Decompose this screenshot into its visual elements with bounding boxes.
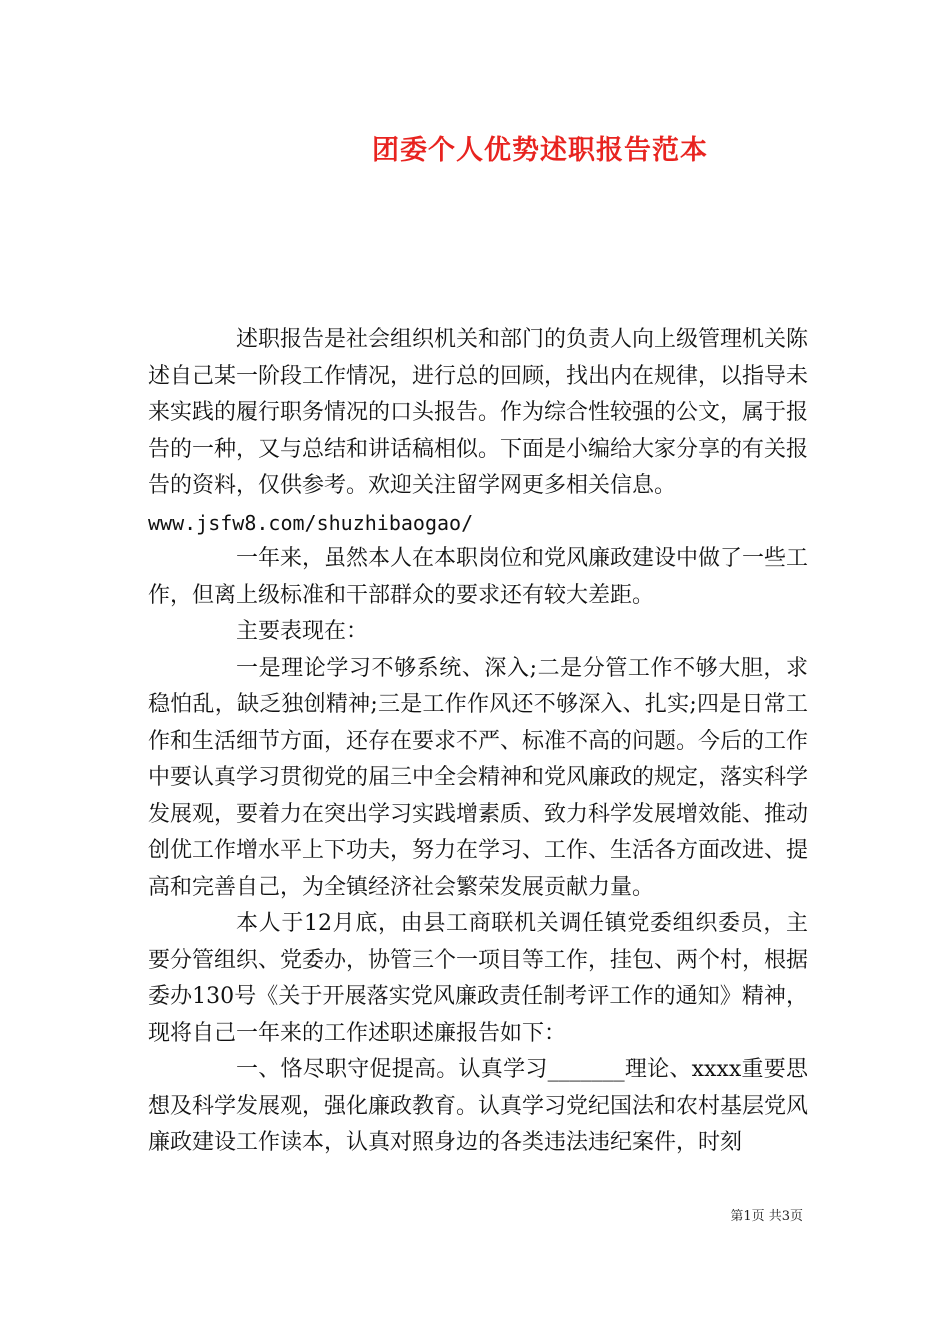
document-title: 团委个人优势述职报告范本 [372, 135, 708, 166]
paragraph-intro: 述职报告是社会组织机关和部门的负责人向上级管理机关陈述自己某一阶段工作情况，进行总的回顾，找出内在规律，以指导未来实践的履行职务情况的口头报告。作为综合性较强的公文，属于报告的一种，又与总结和讲话稿相似。下面是小编给大家分享的有关报告的资料，仅供参考。欢迎关注留学网更多相关信息。 [148, 327, 809, 498]
reference-url: www.jsfw8.com/shuzhibaogao/ [148, 510, 474, 535]
paragraph-summary: 一年来，虽然本人在本职岗位和党风廉政建设中做了一些工作，但离上级标准和干部群众的要求还有较大差距。 [148, 546, 809, 608]
paragraph-section-one: 一、恪尽职守促提高。认真学习_______理论、xxxx重要思想及科学发展观，强化廉政教育。认真学习党纪国法和农村基层党风廉政建设工作读本，认真对照身边的各类违法违纪案件，时刻 [148, 1057, 809, 1155]
document-body [148, 322, 808, 1162]
paragraph-heading-performance: 主要表现在： [236, 619, 369, 644]
paragraph-appointment: 本人于12月底，由县工商联机关调任镇党委组织委员，主要分管组织、党委办，协管三个一项目等工作，挂包、两个村，根据委办130号《关于开展落实党风廉政责任制考评工作的通知》精神，现将自己一年来的工作述职述廉报告如下： [148, 911, 809, 1046]
paragraph-shortcomings: 一是理论学习不够系统、深入;二是分管工作不够大胆，求稳怕乱，缺乏独创精神;三是工作作风还不够深入、扎实;四是日常工作和生活细节方面，还存在要求不严、标准不高的问题。今后的工作中要认真学习贯彻党的届三中全会精神和党风廉政的规定，落实科学发展观，要着力在突出学习实践增素质、致力科学发展增效能、推动创优工作增水平上下功夫，努力在学习、工作、生活各方面改进、提高和完善自己，为全镇经济社会繁荣发展贡献力量。 [148, 655, 809, 900]
page-number-footer: 第1页 共3页 [730, 1209, 803, 1224]
